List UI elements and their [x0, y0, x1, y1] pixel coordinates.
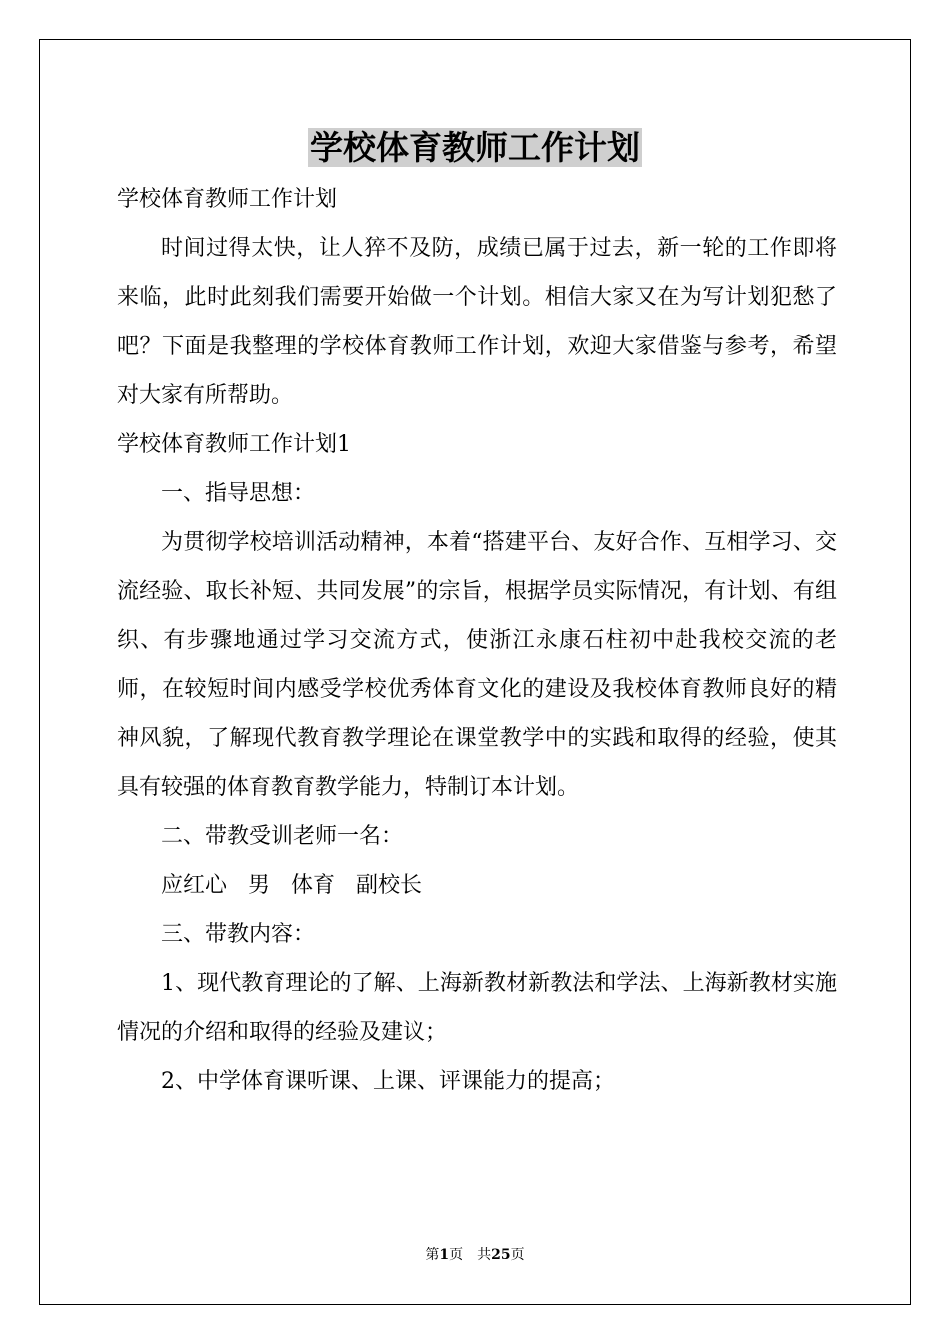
section-heading-plan-1: 学校体育教师工作计划1 [117, 432, 351, 457]
content-item-2: 2、中学体育课听课、上课、评课能力的提高； [161, 1069, 615, 1094]
footer-page-prefix: 第 [425, 1247, 440, 1263]
heading-training-content: 三、带教内容： [161, 922, 316, 947]
document-body [117, 175, 837, 1106]
subtitle-line: 学校体育教师工作计划 [117, 187, 338, 212]
content-item-1: 1、现代教育理论的了解、上海新教材新教法和学法、上海新教材实施情况的介绍和取得的经验及建议； [117, 971, 837, 1045]
footer-page-suffix: 页 [510, 1247, 525, 1263]
document-title [0, 126, 950, 170]
heading-trainee-teacher: 二、带教受训老师一名： [161, 824, 404, 849]
title-highlight: 学校体育教师工作计划 [310, 128, 640, 167]
page-footer [0, 1245, 950, 1265]
intro-paragraph: 时间过得太快，让人猝不及防，成绩已属于过去，新一轮的工作即将来临，此时此刻我们需要开始做一个计划。相信大家又在为写计划犯愁了吧？下面是我整理的学校体育教师工作计划，欢迎大家借鉴与参考，希望对大家有所帮助。 [117, 236, 837, 408]
footer-current-page: 1 [439, 1247, 450, 1263]
heading-guiding-ideology: 一、指导思想： [161, 481, 316, 506]
trainee-roster-line: 应红心 男 体育 副校长 [161, 873, 422, 898]
footer-total-pages: 25 [491, 1247, 511, 1263]
guiding-ideology-paragraph: 为贯彻学校培训活动精神，本着“搭建平台、友好合作、互相学习、交流经验、取长补短、共同发展”的宗旨，根据学员实际情况，有计划、有组织、有步骤地通过学习交流方式，使浙江永康石柱初中赴我校交流的老师，在较短时间内感受学校优秀体育文化的建设及我校体育教师良好的精神风貌，了解现代教育教学理论在课堂教学中的实践和取得的经验，使其具有较强的体育教育教学能力，特制订本计划。 [117, 530, 837, 800]
footer-page-mid: 页 共 [449, 1247, 492, 1263]
